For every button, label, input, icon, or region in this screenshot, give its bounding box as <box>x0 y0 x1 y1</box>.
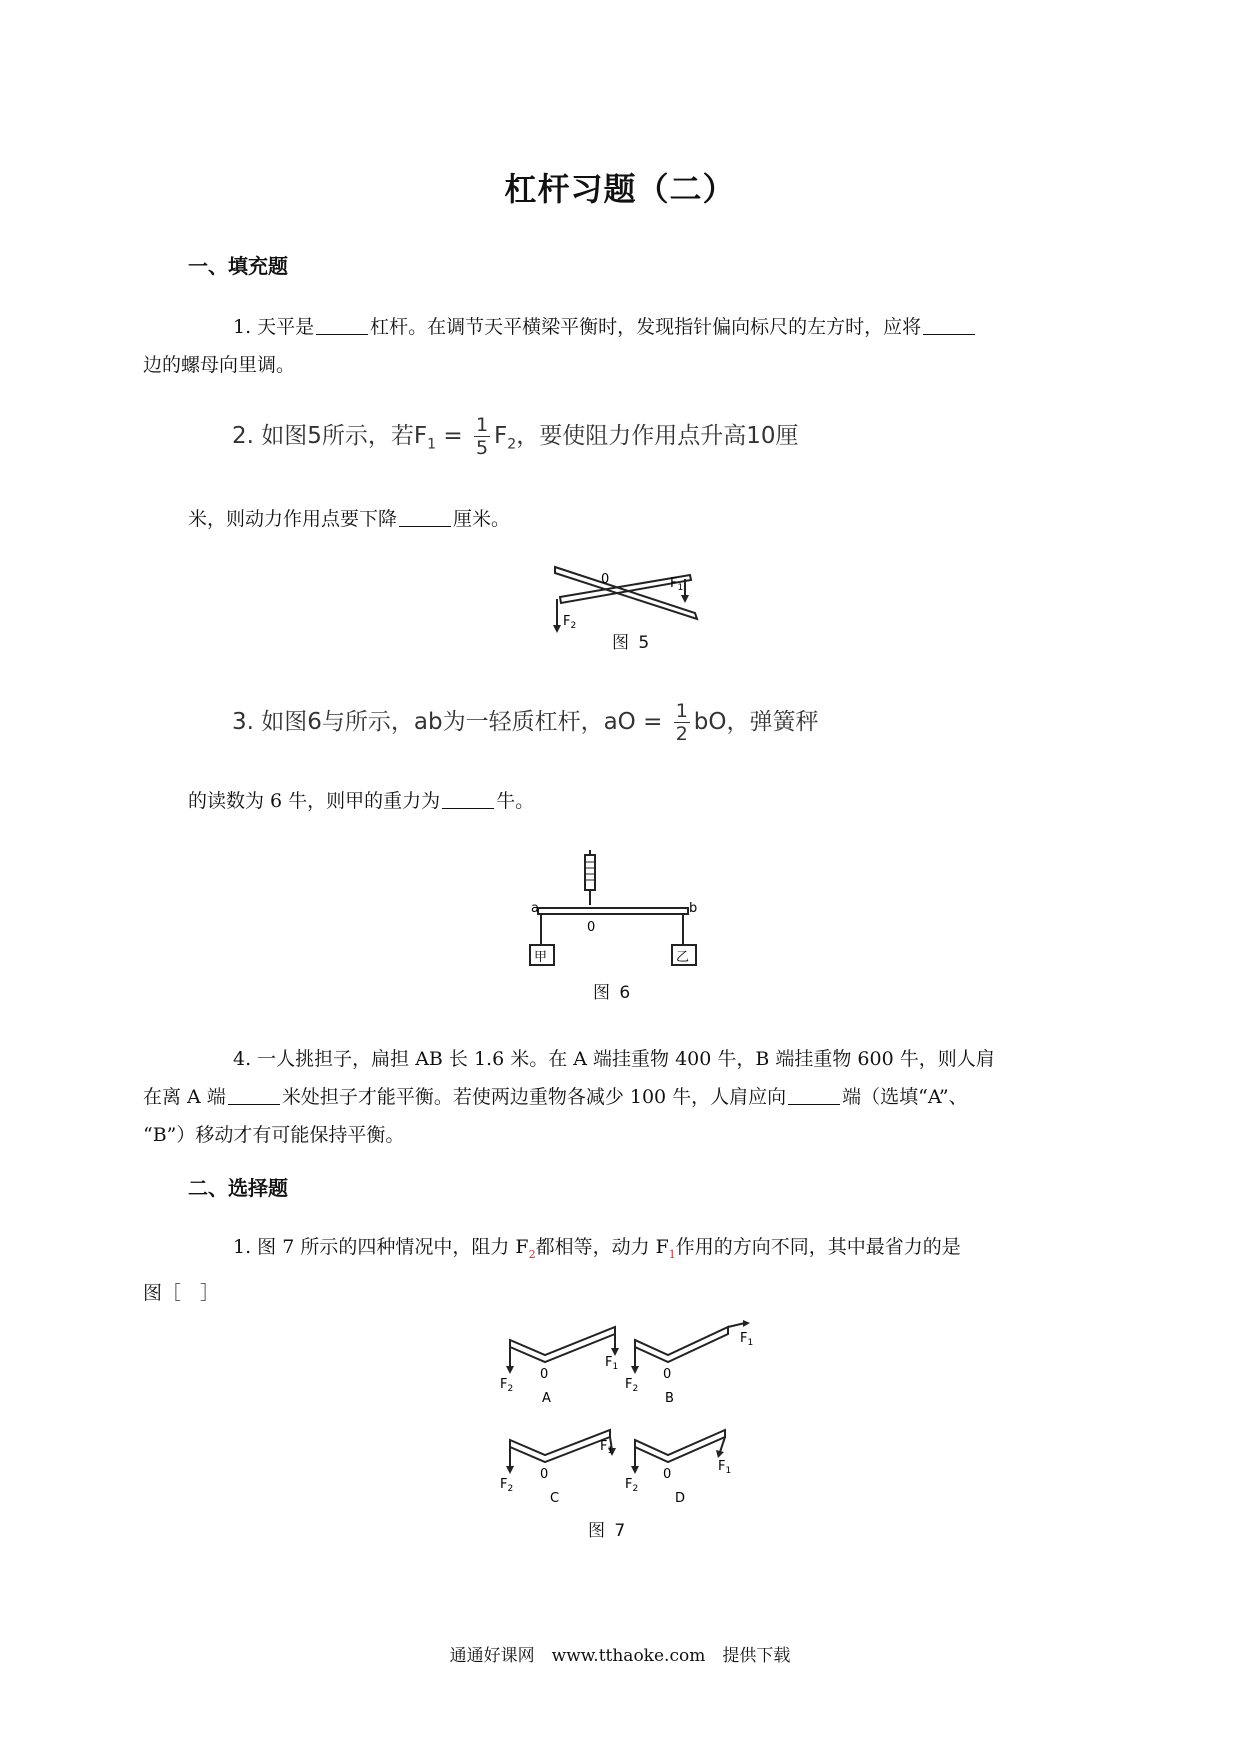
svg-text:F1: $F_1$ <box>600 1439 614 1456</box>
answer-blank <box>228 1084 280 1105</box>
q3-text-a: 3. 如图6与所示，ab为一轻质杠杆，aO = <box>232 709 670 735</box>
footer-source: 通通好课网 www.tthaoke.com 提供下载 <box>449 1646 791 1666</box>
fig7-caption: 图 7 <box>588 1521 628 1541</box>
fig7-lever-b <box>635 1327 728 1362</box>
question-1 <box>143 308 1058 384</box>
svg-text:F2: $F_2$ <box>500 1477 514 1494</box>
svg-text:0: 0 <box>540 1367 549 1382</box>
section-heading-choice: 二、选择题 <box>188 1176 288 1200</box>
fig6-spring-scale <box>585 855 595 890</box>
q2-text-a: 2. 如图5所示，若F <box>232 423 428 449</box>
answer-blank <box>442 788 494 809</box>
q2-sub1: 1 <box>427 436 437 453</box>
q3-text-b: bO，弹簧秤 <box>693 709 819 735</box>
q2-frac-den: 5 <box>475 437 489 459</box>
svg-text:F2: $F_2$ <box>625 1377 639 1394</box>
q4-text-c: 米处担子才能平衡。若使两边重物各减少 100 牛，人肩应向 <box>281 1086 787 1108</box>
svg-text:0: 0 <box>663 1467 672 1482</box>
fig6-b-label: b <box>689 901 698 916</box>
fig7-lever-d <box>635 1430 725 1462</box>
svg-text:F2: $F_2$ <box>500 1377 514 1394</box>
q3-text-c: 的读数为 6 牛，则甲的重力为 <box>188 790 441 812</box>
fig6-jia-label: 甲 <box>534 950 548 965</box>
q1-text-b: 杠杆。在调节天平横梁平衡时，发现指针偏向标尺的左方时，应将 <box>370 316 922 338</box>
q2-frac-num: 1 <box>475 414 489 436</box>
question-2-continued <box>188 500 1058 538</box>
fig5-lever-1 <box>555 567 697 619</box>
section-heading-fill: 一、填充题 <box>188 254 288 278</box>
svg-text:0: 0 <box>663 1367 672 1382</box>
svg-text:F1: $F_1$ <box>605 1355 619 1372</box>
answer-blank <box>399 506 451 527</box>
c1-text-a: 1. 图 7 所示的四种情况中，阻力 F <box>233 1236 529 1258</box>
svg-text:F1: $F_1$ <box>718 1459 732 1476</box>
svg-text:F2: $F_2$ <box>625 1477 639 1494</box>
q4-text-a: 4. 一人挑担子，扁担 AB 长 1.6 米。在 A 端挂重物 400 牛，B 端挂重物 600 牛，则人肩 <box>233 1048 995 1070</box>
q3-frac-den: 2 <box>675 723 688 745</box>
answer-blank <box>788 1084 840 1105</box>
q2-fraction <box>474 414 490 459</box>
q2-text-b: ，要使阻力作用点升高10厘 <box>516 423 799 449</box>
figure-7 <box>500 1320 760 1545</box>
q4-text-e: “B”）移动才有可能保持平衡。 <box>143 1124 405 1146</box>
q2-eq: = <box>436 423 470 449</box>
fig7-label-d: D <box>675 1491 686 1506</box>
fig6-a-label: a <box>531 901 539 916</box>
question-2-image-line <box>232 414 798 459</box>
c1-text-b: 都相等，动力 F <box>535 1236 669 1258</box>
choice-question-1: 1. 图 7 所示的四种情况中，阻力 $F_2$都相等，动力 $F_1$作用的方向不同，其中最省力的是 图［ ］ <box>143 1236 961 1304</box>
svg-text:0: 0 <box>540 1467 549 1482</box>
fig5-caption: 图 5 <box>612 633 652 653</box>
fig6-caption: 图 6 <box>593 983 633 1003</box>
c1-text-c: 作用的方向不同，其中最省力的是 <box>675 1236 961 1258</box>
q4-text-b: 在离 A 端 <box>143 1086 226 1108</box>
q3-text-d: 牛。 <box>496 790 535 812</box>
fig7-lever-a <box>510 1327 615 1362</box>
fig7-label-a: A <box>542 1391 551 1406</box>
fig5-o-label: 0 <box>601 572 610 587</box>
question-4 <box>143 1040 1058 1154</box>
answer-blank <box>316 314 368 335</box>
fig7-label-b: B <box>665 1391 674 1406</box>
fig5-f1-label: $F_1$ <box>670 576 684 593</box>
q2-text-c: 米，则动力作用点要下降 <box>188 508 398 530</box>
q2-f2: F <box>494 423 508 449</box>
page-title: 杠杆习题（二） <box>504 170 736 208</box>
q3-fraction <box>674 700 690 745</box>
fig6-lever <box>538 908 688 914</box>
q3-frac-num: 1 <box>675 700 688 722</box>
question-3-continued <box>188 782 1058 820</box>
q2-text-d: 厘米。 <box>453 508 511 530</box>
q4-text-d: 端（选填“A”、 <box>842 1086 968 1108</box>
fig5-f2-label: $F_2$ <box>563 614 577 631</box>
c1-text-d: 图［ ］ <box>143 1281 220 1304</box>
q1-text-c: 边的螺母向里调。 <box>143 354 296 376</box>
fig6-yi-label: 乙 <box>676 950 690 965</box>
fig7-label-c: C <box>550 1491 560 1506</box>
q2-sub2: 2 <box>507 436 517 453</box>
fig7-lever-c <box>510 1430 610 1462</box>
question-3-image-line <box>232 700 818 745</box>
figure-6 <box>525 850 700 980</box>
q1-text-a: 1. 天平是 <box>233 316 315 338</box>
fig6-o-label: 0 <box>587 920 596 935</box>
answer-blank <box>923 314 975 335</box>
svg-text:F1: $F_1$ <box>740 1331 754 1348</box>
